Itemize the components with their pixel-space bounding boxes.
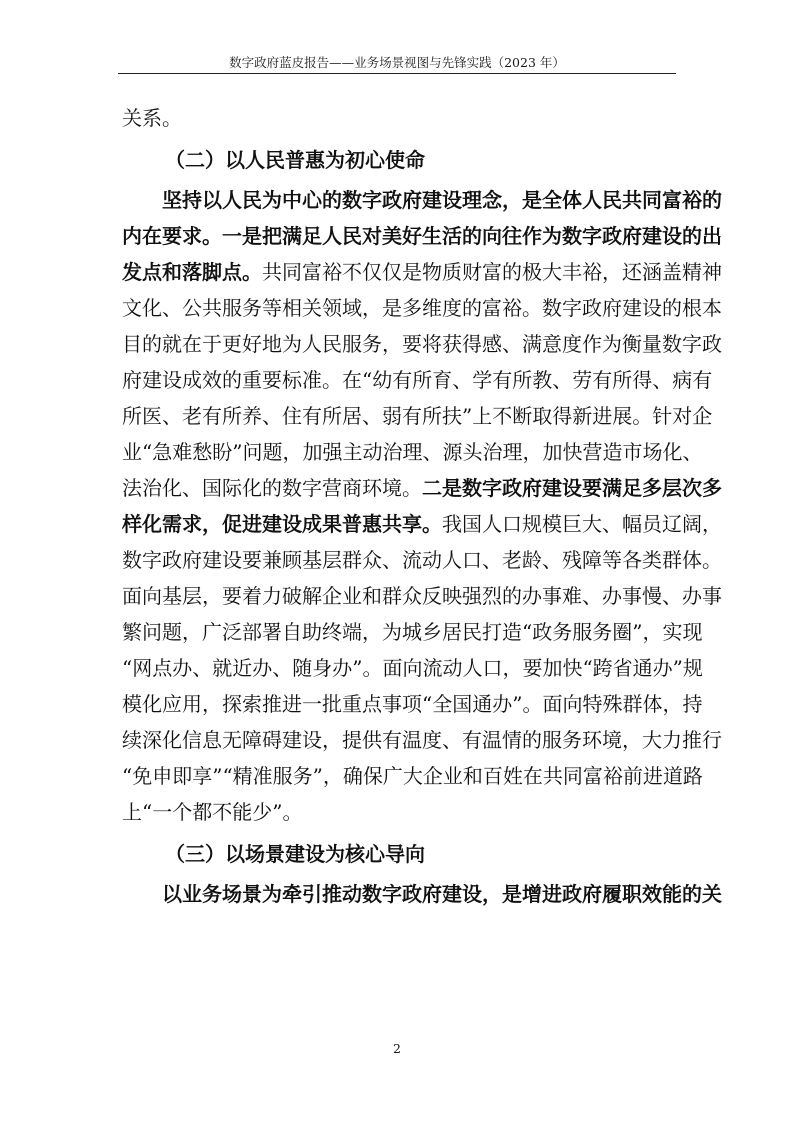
text-run: “网点办、就近办、随身办”。面向流动人口，要加快“跨省通办”规	[122, 656, 703, 680]
paragraph-line	[122, 326, 722, 362]
paragraph-line	[122, 876, 722, 912]
text-run-bold: 发点和落脚点。	[122, 260, 262, 284]
paragraph-line	[122, 794, 674, 830]
text-run: 面向基层，要着力破解企业和群众反映强烈的办事难、办事慢、办事	[122, 584, 722, 608]
paragraph-line	[122, 758, 703, 794]
text-run: 所医、老有所养、住有所居、弱有所扶”上不断取得新进展。针对企	[122, 404, 713, 428]
paragraph-line	[122, 290, 722, 326]
paragraph-line	[122, 254, 722, 290]
text-run-bold: 坚持以人民为中心的数字政府建设理念，是全体人民共同富裕的	[162, 188, 722, 212]
paragraph-line	[122, 686, 703, 722]
paragraph-line	[122, 722, 722, 758]
text-run: 繁问题，广泛部署自助终端，为城乡居民打造“政务服务圈”，实现	[122, 620, 703, 644]
text-run-bold: 以业务场景为牵引推动数字政府建设，是增进政府履职效能的关	[162, 882, 722, 906]
page-number: 2	[393, 1041, 401, 1056]
section-heading	[122, 834, 674, 874]
body-text	[122, 100, 722, 912]
text-run-bold: 样化需求，促进建设成果普惠共享。	[122, 512, 442, 536]
text-run: 数字政府建设要兼顾基层群众、流动人口、老龄、残障等各类群体。	[122, 548, 722, 572]
text-run-bold: 内在要求。一是把满足人民对美好生活的向往作为数字政府建设的出	[122, 224, 722, 248]
text-run: 我国人口规模巨大、幅员辽阔，	[442, 512, 722, 536]
paragraph-line	[122, 398, 713, 434]
paragraph-line	[122, 182, 722, 218]
text-run-bold: 二是数字政府建设要满足多层次多	[422, 476, 722, 500]
text-run: 法治化、国际化的数字营商环境。	[122, 476, 422, 500]
section-heading	[122, 140, 674, 180]
paragraph-line	[122, 542, 722, 578]
section-heading-text: （三）以场景建设为核心导向	[165, 842, 425, 866]
text-run: 共同富裕不仅仅是物质财富的极大丰裕，还涵盖精神	[262, 260, 722, 284]
header-divider	[118, 73, 676, 74]
paragraph-line	[122, 362, 713, 398]
paragraph-line	[122, 614, 703, 650]
text-run: 业“急难愁盼”问题，加强主动治理、源头治理，加快营造市场化、	[122, 440, 703, 464]
text-run: 上“一个都不能少”。	[122, 800, 303, 824]
section-heading-text: （二）以人民普惠为初心使命	[165, 148, 425, 172]
text-run: 文化、公共服务等相关领域，是多维度的富裕。数字政府建设的根本	[122, 296, 722, 320]
paragraph-line	[122, 470, 722, 506]
paragraph-line	[122, 578, 722, 614]
paragraph-line	[122, 218, 722, 254]
paragraph-line	[122, 506, 722, 542]
text-run: 模化应用，探索推进一批重点事项“全国通办”。面向特殊群体，持	[122, 692, 703, 716]
text-run: 府建设成效的重要标准。在“幼有所育、学有所教、劳有所得、病有	[122, 368, 713, 392]
text-run: 关系。	[122, 106, 182, 130]
paragraph-line	[122, 100, 674, 136]
text-run: 续深化信息无障碍建设，提供有温度、有温情的服务环境，大力推行	[122, 728, 722, 752]
running-header: 数字政府蓝皮报告——业务场景视图与先锋实践（2023 年）	[229, 55, 565, 70]
paragraph-line	[122, 434, 703, 470]
text-run: “免申即享”“精准服务”，确保广大企业和百姓在共同富裕前进道路	[122, 764, 703, 788]
paragraph-line	[122, 650, 703, 686]
text-run: 目的就在于更好地为人民服务，要将获得感、满意度作为衡量数字政	[122, 332, 722, 356]
